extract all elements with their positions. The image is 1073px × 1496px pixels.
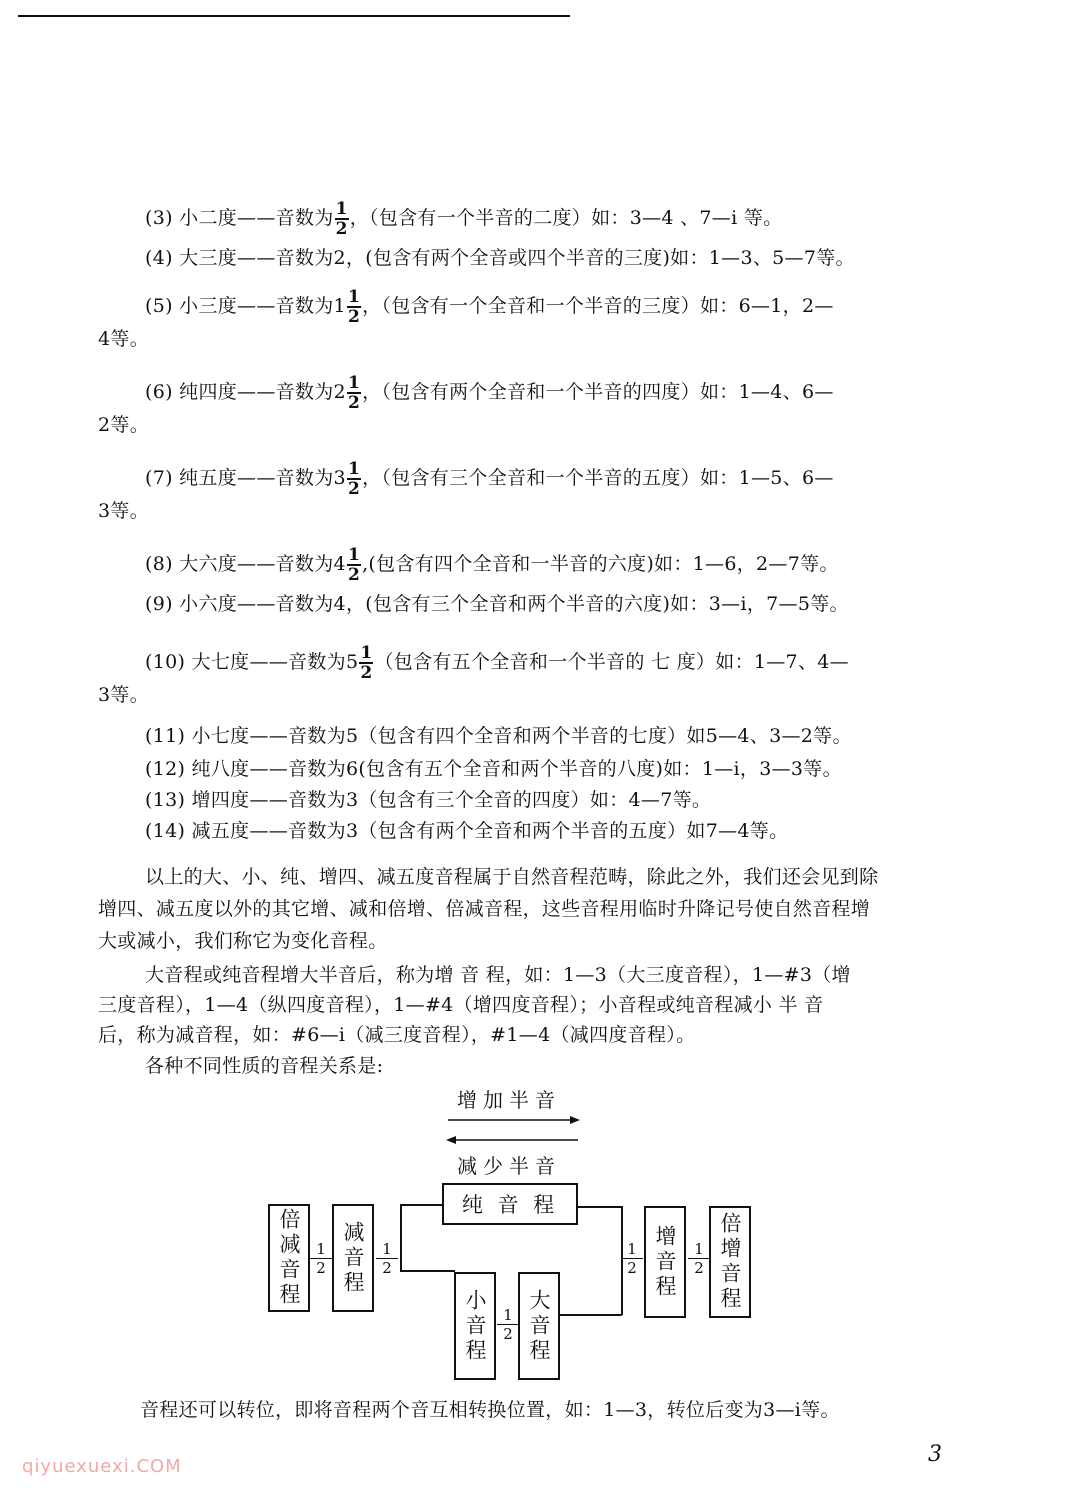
- fraction: $\frac{1}{2}$: [335, 199, 348, 239]
- arrows-svg: [440, 1112, 590, 1152]
- connector: [400, 1204, 402, 1264]
- final-sentence: 音程还可以转位，即将音程两个音互相转换位置，如：1—3，转位后变为3—i等。: [140, 1399, 840, 1421]
- connector: [400, 1270, 455, 1272]
- page-number: 3: [928, 1442, 942, 1467]
- perfect-interval-box: 纯 音 程: [442, 1183, 578, 1225]
- connector: [400, 1262, 402, 1270]
- item-7-cont: 3等。: [98, 500, 149, 522]
- para3: 各种不同性质的音程关系是:: [145, 1055, 384, 1077]
- fraction: $\frac{1}{2}$: [347, 373, 361, 413]
- para1-line1: 以上的大、小、纯、增四、减五度音程属于自然音程范畴，除此之外，我们还会见到除: [145, 866, 879, 888]
- item-5-cont: 4等。: [98, 328, 149, 350]
- half-fraction: 1 2: [497, 1306, 519, 1343]
- double-diminished-box: 倍减音程: [268, 1204, 310, 1312]
- item-9: (9) 小六度——音数为4，(包含有三个全音和两个半音的六度)如：3—i，7—5等。: [145, 593, 849, 615]
- connector: [558, 1314, 622, 1316]
- para2-line2: 三度音程），1—4（纵四度音程），1—#4（增四度音程）；小音程或纯音程减小 半 音: [98, 994, 824, 1016]
- top-rule: [18, 15, 570, 17]
- item-3: (3) 小二度——音数为 $\frac{1}{2}$ ，（包含有一个半音的二度）如：3—4 、7—i 等。: [145, 199, 783, 239]
- item-7: (7) 纯五度——音数为3 $\frac{1}{2}$ ，（包含有三个全音和一个半音的五度）如：1—5、6—: [145, 459, 834, 499]
- minor-box: 小音程: [454, 1272, 496, 1380]
- item-8: (8) 大六度——音数为4 $\frac{1}{2}$ ,(包含有四个全音和一半音的六度)如：1—6，2—7等。: [145, 545, 839, 585]
- half-fraction: 1 2: [688, 1240, 710, 1277]
- connector: [578, 1206, 622, 1208]
- fraction: $\frac{1}{2}$: [347, 545, 361, 585]
- item-6: (6) 纯四度——音数为2 $\frac{1}{2}$ ，（包含有两个全音和一个半音的四度）如：1—4、6—: [145, 373, 834, 413]
- fraction: $\frac{1}{2}$: [360, 643, 373, 683]
- major-box: 大音程: [518, 1272, 560, 1380]
- item-5: (5) 小三度——音数为1 $\frac{1}{2}$ ，（包含有一个全音和一个半音的三度）如：6—1，2—: [145, 287, 834, 327]
- item-11: (11) 小七度——音数为5（包含有四个全音和两个半音的七度）如5—4、3—2等。: [145, 725, 852, 747]
- double-augmented-box: 倍增音程: [709, 1206, 751, 1318]
- para2-line1: 大音程或纯音程增大半音后，称为增 音 程，如：1—3（大三度音程），1—#3（增: [145, 964, 851, 986]
- half-fraction: 1 2: [376, 1240, 398, 1277]
- fraction: $\frac{1}{2}$: [347, 287, 361, 327]
- item-12: (12) 纯八度——音数为6(包含有五个全音和两个半音的八度)如：1—i，3—3等。: [145, 758, 842, 780]
- item-13: (13) 增四度——音数为3（包含有三个全音的四度）如：4—7等。: [145, 789, 712, 811]
- connector: [400, 1204, 444, 1206]
- diminished-box: 减音程: [332, 1204, 374, 1312]
- watermark: qiyuexuexi.COM: [22, 1456, 182, 1477]
- item-10-cont: 3等。: [98, 684, 149, 706]
- para1-line3: 大或减小，我们称它为变化音程。: [98, 930, 388, 952]
- augmented-box: 增音程: [644, 1206, 686, 1318]
- half-fraction: 1 2: [310, 1240, 332, 1277]
- fraction: $\frac{1}{2}$: [347, 459, 361, 499]
- para2-line3: 后，称为减音程，如：#6—i（减三度音程），#1—4（减四度音程）。: [98, 1024, 696, 1046]
- half-fraction: 1 2: [621, 1240, 643, 1277]
- increase-label: 增加半音: [457, 1088, 561, 1112]
- para1-line2: 增四、减五度以外的其它增、减和倍增、倍减音程，这些音程用临时升降记号使自然音程增: [98, 898, 871, 920]
- item-6-cont: 2等。: [98, 414, 149, 436]
- item-14: (14) 减五度——音数为3（包含有两个全音和两个半音的五度）如7—4等。: [145, 820, 789, 842]
- item-10: (10) 大七度——音数为5 $\frac{1}{2}$ （包含有五个全音和一个半音的 七 度）如：1—7、4—: [145, 643, 849, 683]
- decrease-label: 减少半音: [457, 1154, 561, 1178]
- item-4: (4) 大三度——音数为2，(包含有两个全音或四个半音的三度)如：1—3、5—7等。: [145, 247, 855, 269]
